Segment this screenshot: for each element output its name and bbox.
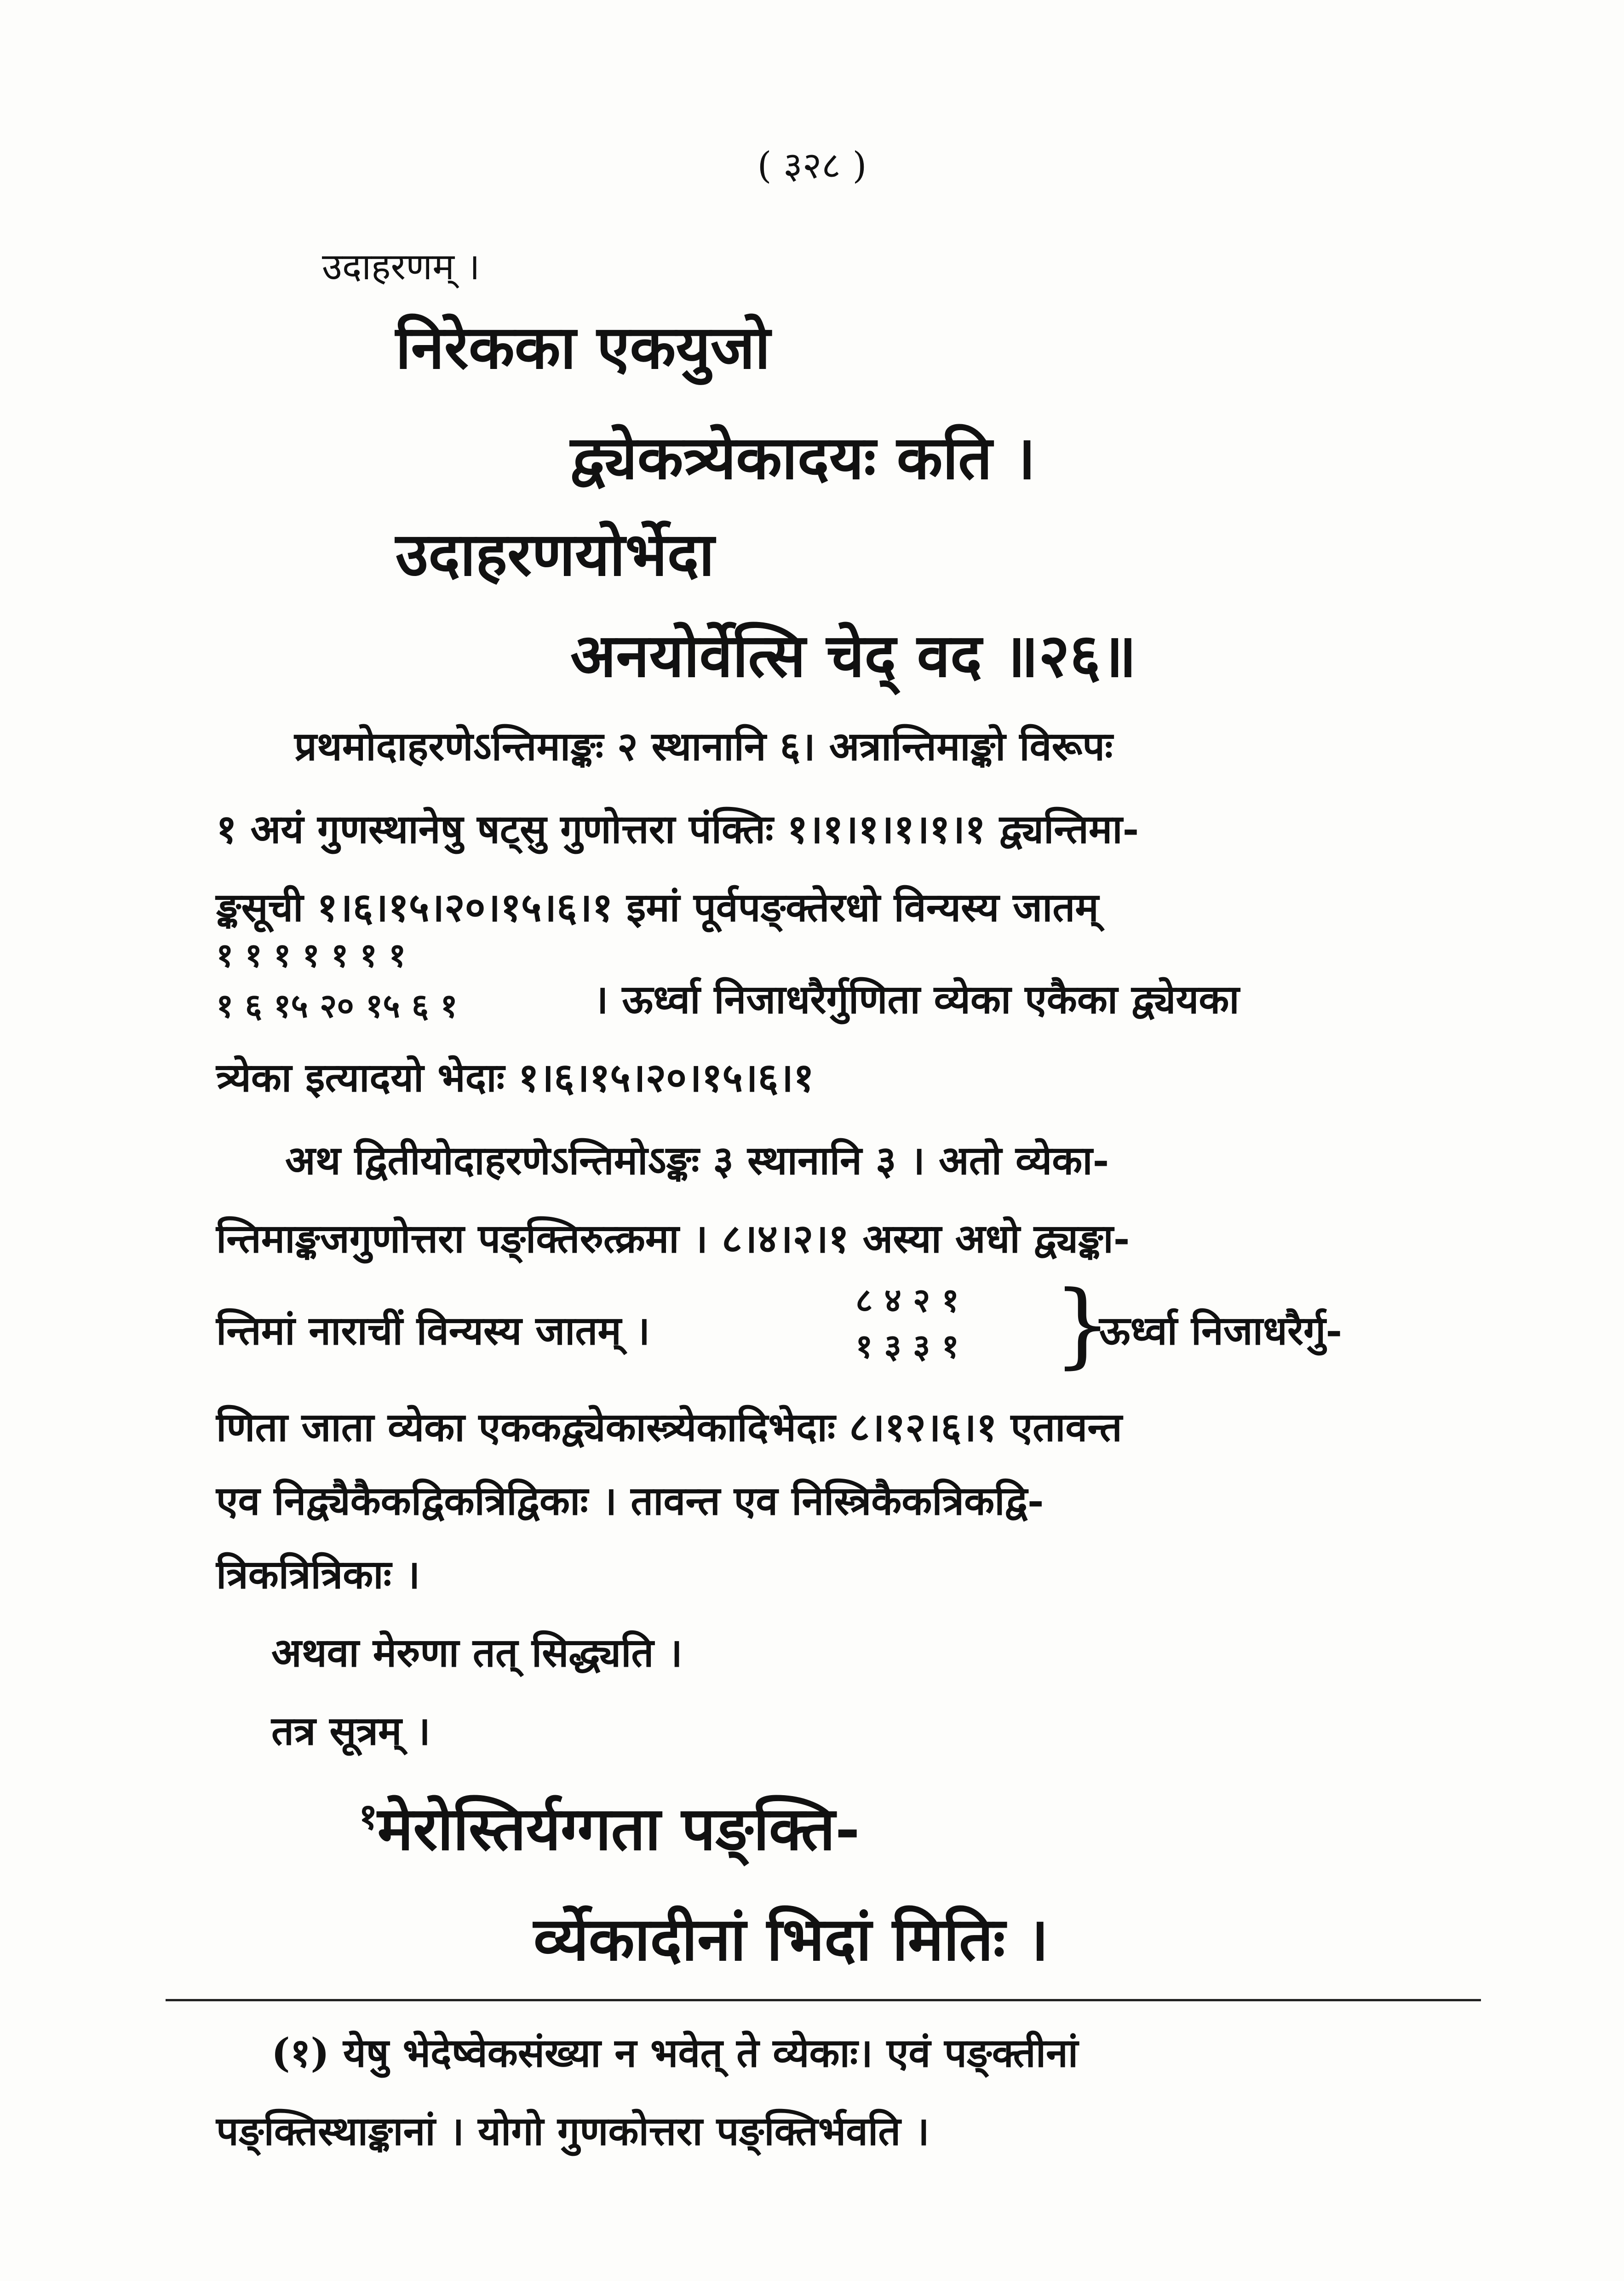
footnote-line2: पङ्क्तिस्थाङ्कानां । योगो गुणकोत्तरा पङ्क्तिर्भवति । (216, 2108, 930, 2154)
verse2-line1 (359, 1793, 860, 1864)
line-tatra: तत्र सूत्रम् । (271, 1708, 431, 1754)
verse1-line1: निरेकका एकयुजो (396, 312, 770, 382)
para1-line5: त्र्येका इत्यादयो भेदाः १।६।१५।२०।१५।६।१ (216, 1054, 814, 1101)
para2-line4: णिता जाता व्येका एककद्व्येकास्त्र्येकादिभेदाः ८।१२।६।१ एतावन्त (216, 1404, 1122, 1451)
para2-matrix-top: ८ ४ २ १ (855, 1280, 959, 1319)
para2-matrix-bottom: १ ३ ३ १ (855, 1326, 959, 1365)
line-athava: अथवा मेरुणा तत् सिद्ध्यति । (271, 1630, 683, 1676)
verse2-line1-text: मेरोस्तिर्यग्गता पङ्क्ति- (377, 1793, 860, 1864)
para2-line2: न्तिमाङ्कजगुणोत्तरा पङ्क्तिरुत्क्रमा । ८।४।२।१ अस्या अधो द्व्यङ्का- (216, 1215, 1130, 1262)
para2-line3-rest: ऊर्ध्वा निजाधरैर्गु- (1099, 1308, 1343, 1354)
footnote-mark: १ (359, 1796, 378, 1838)
para2-brace: } (1053, 1271, 1112, 1378)
para1-line1: प्रथमोदाहरणेऽन्तिमाङ्कः २ स्थानानि ६। अत्रान्तिमाङ्को विरूपः (294, 723, 1113, 770)
para2-line5: एव निद्व्यैकैकद्विकत्रिद्विकाः । तावन्त एव निस्त्रिकैकत्रिकद्वि- (216, 1478, 1044, 1524)
para2-line6: त्रिकत्रित्रिकाः । (216, 1551, 420, 1598)
para1-line2: १ अयं गुणस्थानेषु षट्सु गुणोत्तरा पंक्तिः १।१।१।१।१।१ द्व्यन्तिमा- (216, 806, 1139, 852)
verse1-line2: द्व्येकत्र्येकादयः कति । (570, 422, 1036, 493)
page-number: ( ३२८ ) (757, 144, 867, 187)
footnote-line1: (१) येषु भेदेष्वेकसंख्या न भवेत् ते व्येकाः। एवं पङ्क्तीनां (271, 2030, 1079, 2076)
para1-line4-rest: । ऊर्ध्वा निजाधरैर्गुणिता व्येका एकैका द्व्येयका (593, 976, 1240, 1023)
para2-line1: अथ द्वितीयोदाहरणेऽन्तिमोऽङ्कः ३ स्थानानि ३ । अतो व्येका- (285, 1137, 1109, 1184)
verse1-line3: उदाहरणयोर्भेदा (396, 519, 715, 589)
para1-matrix-top: १ १ १ १ १ १ १ (216, 935, 406, 974)
verse1-line4: अनयोर्वेत्सि चेद् वद ॥२६॥ (570, 620, 1137, 691)
footnote-rule (166, 1999, 1481, 2001)
para1-matrix-bottom: १ ६ १५ २० १५ ६ १ (216, 986, 458, 1025)
para1-line3: ङ्कसूची १।६।१५।२०।१५।६।१ इमां पूर्वपङ्क्तेरधो विन्यस्य जातम् (216, 884, 1099, 931)
udaharanam-heading: उदाहरणम् । (322, 245, 480, 288)
verse2-line2: र्व्येकादीनां भिदां मितिः । (534, 1904, 1049, 1974)
para2-line3: न्तिमां नाराचीं विन्यस्य जातम् । (216, 1308, 650, 1354)
